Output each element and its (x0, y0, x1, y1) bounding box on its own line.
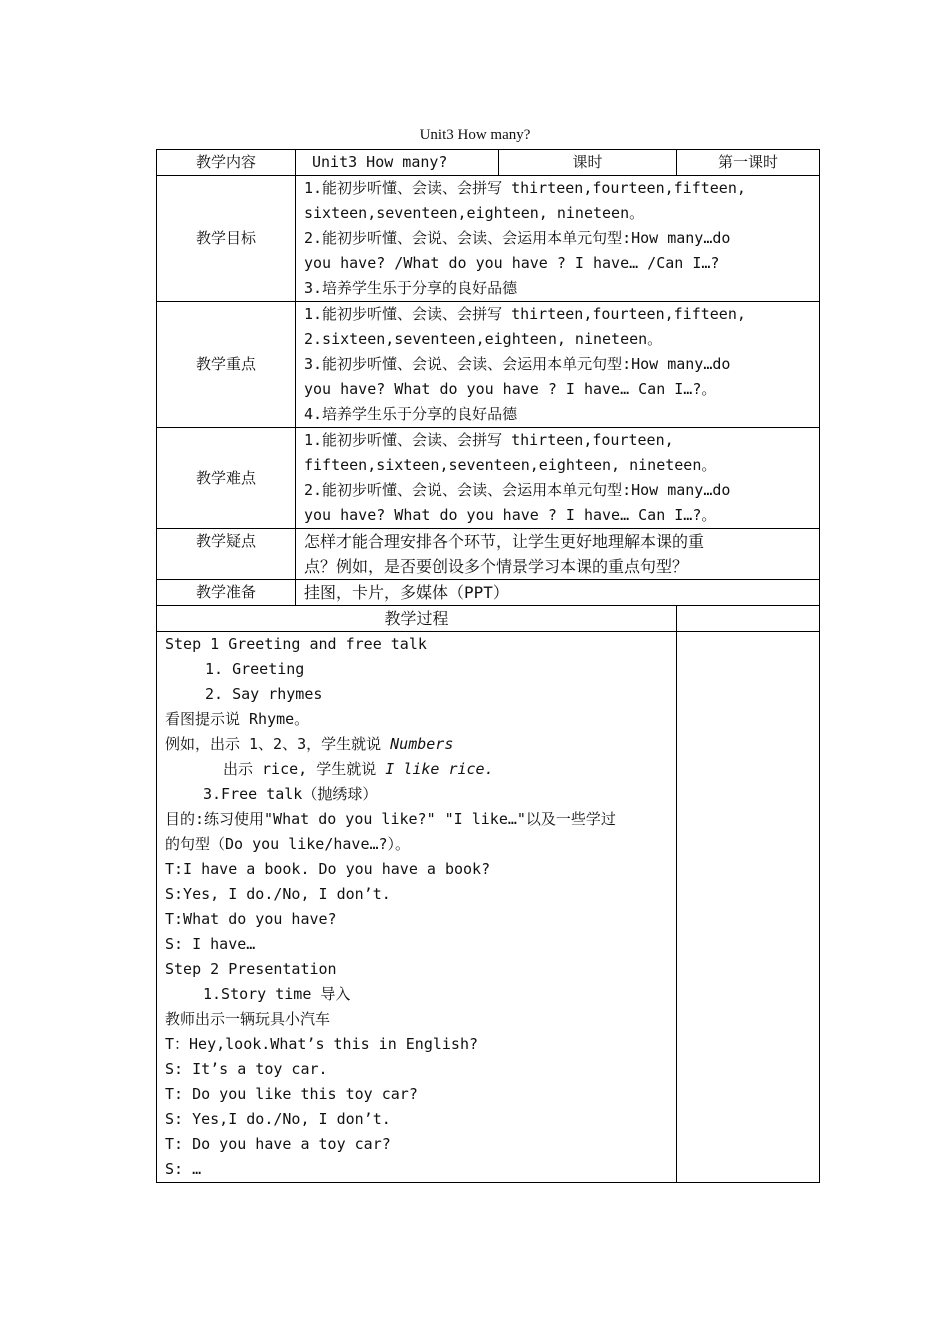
dialog-line: T: Do you have a toy car? (165, 1135, 391, 1153)
objectives-line: you have? /What do you have ? I have… /Can I…? (304, 254, 720, 272)
step2-heading: Step 2 Presentation (165, 960, 337, 978)
process-content (157, 632, 677, 1183)
process-heading: 教学过程 (157, 606, 677, 632)
key-points-line: 1.能初步听懂、会读、会拼写 thirteen,fourteen,fifteen, (304, 305, 746, 323)
doubts-row (157, 529, 820, 580)
rhyme-prompt: 看图提示说 Rhyme。 (165, 710, 310, 728)
story-time-item: 1.Story time 导入 (203, 985, 351, 1003)
process-notes-column (677, 632, 820, 1183)
content-value: Unit3 How many? (296, 150, 499, 176)
page-title: Unit3 How many? (419, 127, 531, 143)
example-rice: 出示 rice, 学生就说 I like rice. (223, 760, 494, 778)
difficulties-line: 2.能初步听懂、会说、会读、会运用本单元句型:How many…do (304, 481, 731, 499)
doubts-line: 点？例如，是否要创设多个情景学习本课的重点句型？ (304, 557, 689, 576)
objectives-content (296, 176, 820, 302)
process-row (157, 632, 820, 1183)
key-points-content (296, 302, 820, 428)
objectives-label: 教学目标 (157, 176, 296, 302)
dialog-line: S: I have… (165, 935, 256, 953)
objectives-line: sixteen,seventeen,eighteen, nineteen。 (304, 204, 645, 222)
preparation-label: 教学准备 (157, 580, 296, 606)
purpose-line: 的句型（Do you like/have…?）。 (165, 835, 411, 853)
header-row (157, 150, 820, 176)
key-points-line: 4.培养学生乐于分享的良好品德 (304, 405, 518, 423)
period-value: 第一课时 (677, 150, 820, 176)
dialog-line: T:I have a book. Do you have a book? (165, 860, 491, 878)
key-points-label: 教学重点 (157, 302, 296, 428)
difficulties-line: 1.能初步听懂、会读、会拼写 thirteen,fourteen, (304, 431, 674, 449)
objectives-line: 3.培养学生乐于分享的良好品德 (304, 279, 518, 297)
dialog-line: T：Hey,look.What’s this in English? (165, 1035, 479, 1053)
lesson-plan-table (156, 149, 820, 1183)
dialog-line: S: Yes,I do./No, I don’t. (165, 1110, 391, 1128)
example-numbers: 例如，出示 1、2、3，学生就说 Numbers (165, 735, 454, 753)
content-label: 教学内容 (157, 150, 296, 176)
doubts-line: 怎样才能合理安排各个环节，让学生更好地理解本课的重 (304, 532, 705, 551)
difficulties-line: you have? What do you have ? I have… Can I…?。 (304, 506, 717, 524)
key-points-row (157, 302, 820, 428)
step1-heading: Step 1 Greeting and free talk (165, 635, 427, 653)
objectives-line: 2.能初步听懂、会说、会读、会运用本单元句型:How many…do (304, 229, 731, 247)
preparation-content (296, 580, 820, 606)
objectives-row (157, 176, 820, 302)
greeting-item: 1. Greeting (205, 660, 305, 678)
dialog-line: S: It’s a toy car. (165, 1060, 328, 1078)
difficulties-row (157, 428, 820, 529)
dialog-line: S: … (165, 1160, 202, 1178)
rhymes-item: 2. Say rhymes (205, 685, 323, 703)
difficulties-label: 教学难点 (157, 428, 296, 529)
doubts-content (296, 529, 820, 580)
purpose-line: 目的:练习使用"What do you like?" "I like…"以及一些学过 (165, 810, 616, 828)
objectives-line: 1.能初步听懂、会读、会拼写 thirteen,fourteen,fifteen, (304, 179, 746, 197)
process-notes-heading (677, 606, 820, 632)
free-talk-item: 3.Free talk（抛绣球） (203, 785, 378, 803)
key-points-line: 2.sixteen,seventeen,eighteen, nineteen。 (304, 330, 663, 348)
process-heading-row (157, 606, 820, 632)
teacher-shows: 教师出示一辆玩具小汽车 (165, 1010, 331, 1028)
key-points-line: you have? What do you have ? I have… Can I…?。 (304, 380, 717, 398)
doubts-label: 教学疑点 (157, 529, 296, 580)
dialog-line: T:What do you have? (165, 910, 337, 928)
difficulties-content (296, 428, 820, 529)
dialog-line: T: Do you like this toy car? (165, 1085, 418, 1103)
dialog-line: S:Yes, I do./No, I don’t. (165, 885, 391, 903)
period-label: 课时 (499, 150, 677, 176)
difficulties-line: fifteen,sixteen,seventeen,eighteen, nineteen。 (304, 456, 717, 474)
preparation-row (157, 580, 820, 606)
preparation-line: 挂图，卡片，多媒体（PPT） (304, 583, 509, 602)
key-points-line: 3.能初步听懂、会说、会读、会运用本单元句型:How many…do (304, 355, 731, 373)
